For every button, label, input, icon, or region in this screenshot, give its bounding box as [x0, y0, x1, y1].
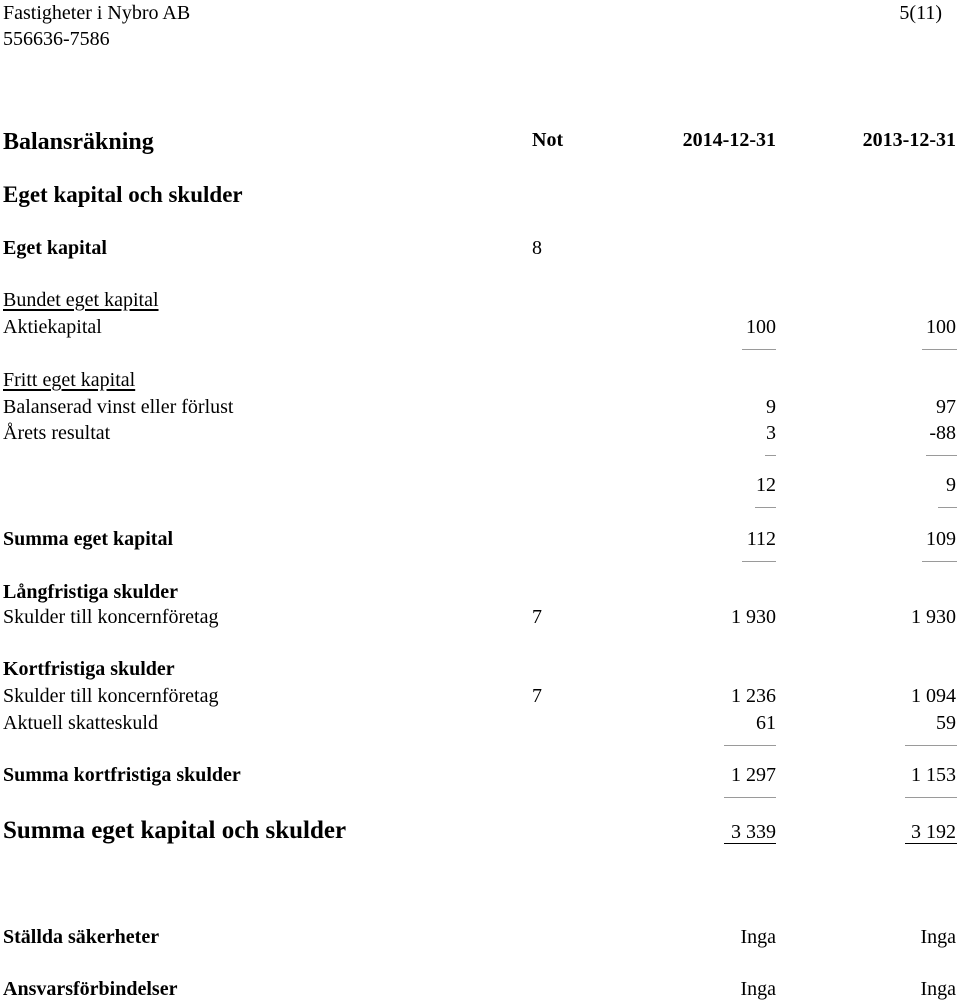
tax-liability-current: 61: [756, 712, 776, 734]
rule: [755, 507, 776, 508]
column-header-note: Not: [532, 129, 564, 151]
equity-total-current: 112: [746, 528, 776, 550]
rule: [742, 349, 776, 350]
rule: [938, 507, 957, 508]
retained-earnings-label: Balanserad vinst eller förlust: [3, 396, 234, 418]
long-term-heading: Långfristiga skulder: [3, 581, 179, 603]
short-term-group-debt-note: 7: [532, 685, 542, 707]
short-term-group-debt-current: 1 236: [731, 685, 776, 707]
year-result-previous: -88: [929, 422, 956, 444]
unrestricted-equity-heading: Fritt eget kapital: [3, 369, 136, 391]
grand-total-current: 3 339: [731, 821, 776, 843]
share-capital-label: Aktiekapital: [3, 316, 102, 338]
tax-liability-previous: 59: [936, 712, 956, 734]
year-result-current: 3: [766, 422, 776, 444]
rule: [724, 745, 776, 746]
column-header-current: 2014-12-31: [682, 129, 776, 151]
equity-heading: Eget kapital: [3, 237, 107, 259]
tax-liability-label: Aktuell skatteskuld: [3, 712, 158, 734]
column-header-previous: 2013-12-31: [862, 129, 956, 151]
share-capital-current: 100: [746, 316, 776, 338]
long-term-group-debt-current: 1 930: [731, 606, 776, 628]
long-term-group-debt-note: 7: [532, 606, 542, 628]
unrestricted-subtotal-previous: 9: [946, 474, 956, 496]
rule: [922, 349, 957, 350]
rule: [922, 561, 957, 562]
company-name: Fastigheter i Nybro AB: [3, 2, 191, 24]
section-title: Eget kapital och skulder: [3, 182, 243, 207]
share-capital-previous: 100: [926, 316, 956, 338]
short-term-total-current: 1 297: [731, 764, 776, 786]
equity-note: 8: [532, 237, 542, 259]
rule: [765, 455, 776, 456]
pledged-assets-previous: Inga: [920, 926, 956, 948]
short-term-total-label: Summa kortfristiga skulder: [3, 764, 241, 786]
short-term-group-debt-label: Skulder till koncernföretag: [3, 685, 219, 707]
retained-earnings-current: 9: [766, 396, 776, 418]
grand-total-label: Summa eget kapital och skulder: [3, 817, 347, 844]
long-term-group-debt-label: Skulder till koncernföretag: [3, 606, 219, 628]
total-underline: [724, 843, 776, 844]
rule: [724, 797, 776, 798]
rule: [905, 797, 957, 798]
rule: [905, 745, 957, 746]
rule: [742, 561, 776, 562]
pledged-assets-current: Inga: [740, 926, 776, 948]
year-result-label: Årets resultat: [3, 422, 111, 444]
page-title: Balansräkning: [3, 129, 154, 155]
long-term-group-debt-previous: 1 930: [911, 606, 956, 628]
contingent-liabilities-current: Inga: [740, 978, 776, 1000]
equity-total-previous: 109: [926, 528, 956, 550]
restricted-equity-heading: Bundet eget kapital: [3, 289, 159, 311]
short-term-heading: Kortfristiga skulder: [3, 658, 175, 680]
unrestricted-subtotal-current: 12: [756, 474, 776, 496]
total-underline: [905, 843, 957, 844]
short-term-group-debt-previous: 1 094: [911, 685, 956, 707]
contingent-liabilities-label: Ansvarsförbindelser: [3, 978, 178, 1000]
page-number: 5(11): [899, 2, 942, 24]
grand-total-previous: 3 192: [911, 821, 956, 843]
retained-earnings-previous: 97: [936, 396, 956, 418]
contingent-liabilities-previous: Inga: [920, 978, 956, 1000]
pledged-assets-label: Ställda säkerheter: [3, 926, 160, 948]
short-term-total-previous: 1 153: [911, 764, 956, 786]
org-number: 556636-7586: [3, 28, 110, 50]
equity-total-label: Summa eget kapital: [3, 528, 173, 550]
rule: [926, 455, 957, 456]
